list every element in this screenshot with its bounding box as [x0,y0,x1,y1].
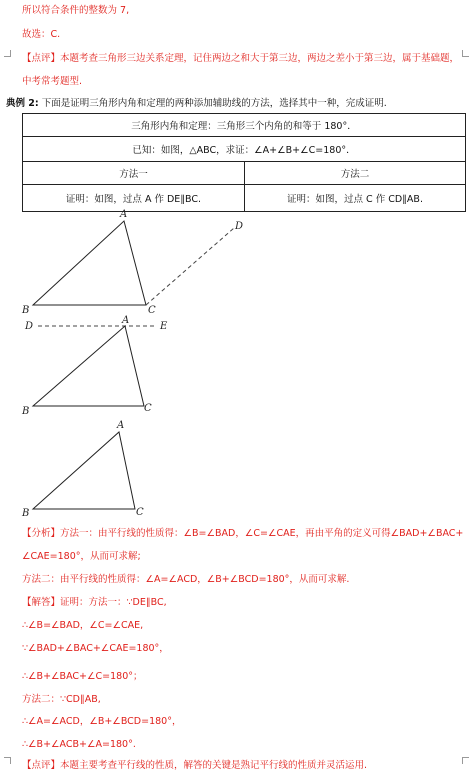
figure-1-triangle-with-cd [21,209,243,316]
table-theorem-row: 三角形内角和定理：三角形三个内角的和等于 180°． [23,114,466,137]
comment-text: 本题考查三角形三边关系定理，记住两边之和大于第三边，两边之差小于第三边，属于基础题， [60,53,460,64]
figure-2-triangle-with-de [21,315,168,417]
vertex-label-a-3: A [117,420,125,431]
vertex-label-a-2: A [122,315,130,326]
analysis-line-2: ∠CAE=180°，从而可求解; [22,551,141,562]
vertex-label-c-2: C [144,403,152,414]
solution-label: 【解答】 [22,597,61,608]
table-given-row: 已知：如图，△ABC，求证：∠A+∠B+∠C=180°． [23,137,466,162]
comment-line-2: 中考常考题型. [22,76,83,87]
solution-line-6: ∴∠A=∠ACD，∠B+∠BCD=180°， [22,716,182,727]
solution-text-1: 证明：方法一：∵DE∥BC, [60,597,167,608]
triangle-abc-2 [33,326,144,406]
example-text: 下面是证明三角形内角和定理的两种添加辅助线的方法，选择其中一种，完成证明. [41,98,387,109]
point-label-d-2: D [25,321,34,332]
analysis-line-3: 方法二：由平行线的性质得：∠A=∠ACD，∠B+∠BCD=180°，从而可求解. [22,574,350,585]
solution-line-2: ∴∠B=∠BAD，∠C=∠CAE, [22,620,144,631]
method1-title: 方法一 [23,162,245,185]
vertex-label-c-3: C [136,507,144,518]
analysis-label: 【分析】 [22,528,61,539]
method1-text: 证明：如图，过点 A 作 DE∥BC. [23,185,245,212]
point-label-e: E [160,321,168,332]
analysis-text-1: 方法一：由平行线的性质得：∠B=∠BAD，∠C=∠CAE，再由平角的定义可得∠BAD+∠BAC+ [60,528,464,539]
vertex-label-c-1: C [148,305,156,316]
solution-line-4: ∴∠B+∠BAC+∠C=180°； [22,671,143,682]
solution-line-3: ∵∠BAD+∠BAC+∠CAE=180°， [22,643,169,654]
final-comment-text: 本题主要考查平行线的性质，解答的关键是熟记平行线的性质并灵活运用. [60,760,368,771]
figure-3-triangle [21,420,144,519]
analysis-line-1 [22,527,463,541]
solution-line-1 [22,596,167,610]
answer-line-2: 故选：C. [22,29,61,40]
point-label-d-1: D [235,221,244,232]
vertex-label-b-3: B [22,508,30,519]
final-comment [22,759,367,773]
method2-title: 方法二 [245,162,466,185]
answer-line-1: 所以符合条件的整数为 7, [22,5,130,16]
solution-line-5: 方法二：∵CD∥AB, [22,694,101,705]
vertex-label-b-1: B [22,305,30,316]
dashed-line-cd [146,228,234,305]
vertex-label-a-1: A [120,209,128,220]
example-label: 典例 2: [6,98,39,109]
solution-line-7: ∴∠B+∠ACB+∠A=180°. [22,739,136,750]
triangle-abc-1 [33,221,146,305]
final-comment-label: 【点评】 [22,760,61,771]
triangle-abc-3 [33,432,135,509]
comment-label: 【点评】 [22,53,61,64]
method2-text: 证明：如图，过点 C 作 CD∥AB. [245,185,466,212]
vertex-label-b-2: B [22,406,30,417]
